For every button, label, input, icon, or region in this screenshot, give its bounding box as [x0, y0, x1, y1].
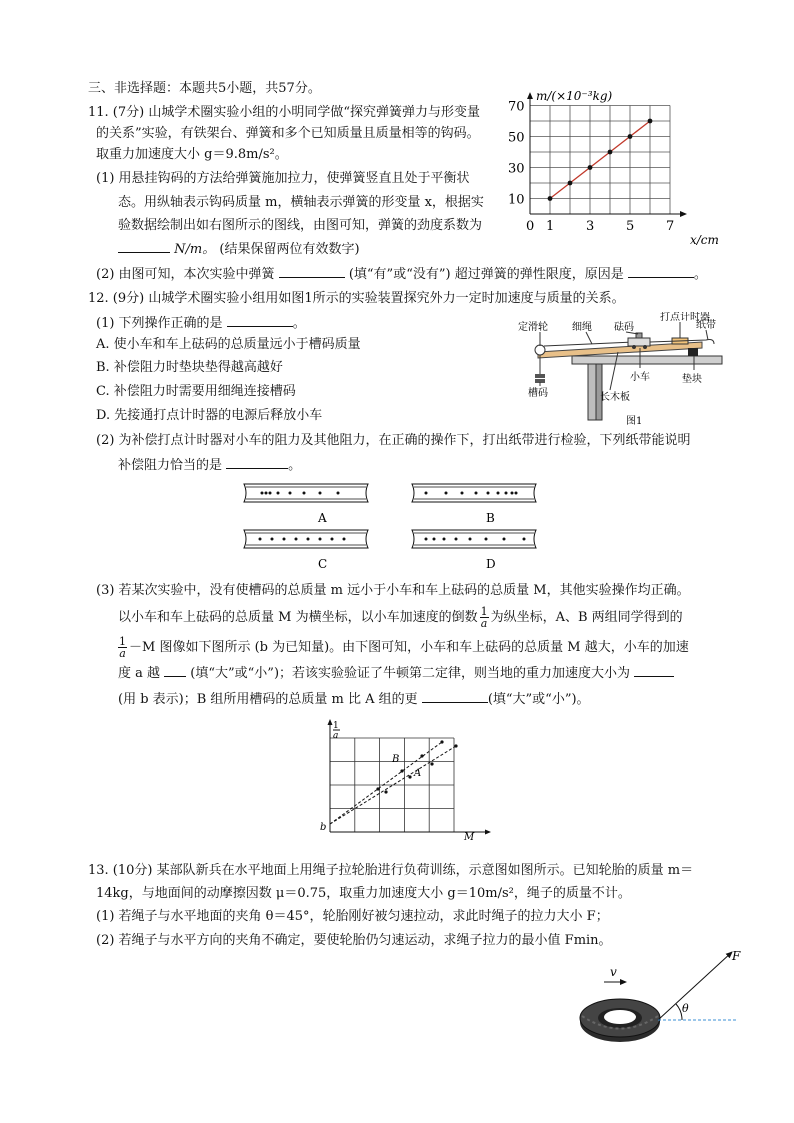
- q11-p2: [96, 265, 707, 284]
- tape-dot: [425, 538, 428, 541]
- data-point: [588, 165, 593, 170]
- answer-blank[interactable]: [227, 314, 293, 327]
- spring-chart: [500, 84, 740, 256]
- tape-dot: [283, 538, 286, 541]
- x-tick-label: 1: [546, 219, 555, 234]
- q13-p1: (1) 若绳子与水平地面的夹角 θ＝45°，轮胎刚好被匀速拉动，求此时绳子的拉力大小 F；: [96, 909, 609, 924]
- graph-origin-label: b: [320, 822, 327, 833]
- y-tick-label: 50: [508, 130, 525, 146]
- velocity-label: v: [610, 965, 617, 979]
- tape-dot: [425, 492, 428, 495]
- tire-icon: [580, 999, 660, 1042]
- series-a-point: [384, 790, 387, 793]
- x-tick-label: 5: [626, 219, 635, 234]
- q11-p1-note: (结果保留两位有效数字): [219, 242, 360, 257]
- q13-p2: (2) 若绳子与水平方向的夹角不确定，要使轮胎仍匀速运动，求绳子拉力的最小值 Fmin。: [96, 933, 612, 948]
- tape-dot: [485, 538, 488, 541]
- q12-p1-end: 。: [292, 316, 306, 331]
- fraction-1-over-a: $\frac{1}{a}$: [480, 605, 488, 630]
- series-a-point: [454, 744, 457, 747]
- tape-b-label: B: [486, 511, 495, 525]
- series-line: [550, 121, 650, 199]
- q12-p2-line2: [118, 456, 301, 475]
- data-point: [648, 119, 653, 124]
- tape-dot: [455, 538, 458, 541]
- x-tick-label: 0: [526, 219, 535, 234]
- q12-option-d: D. 先接通打点计时器的电源后释放小车: [96, 408, 323, 423]
- q12-p1: [96, 314, 306, 333]
- tape-dot: [265, 492, 268, 495]
- y-tick-label: 10: [508, 192, 525, 208]
- tape-dot: [271, 538, 274, 541]
- tape-dot: [277, 492, 280, 495]
- series-a-point: [430, 762, 433, 765]
- q13-line2: 14kg，与地面间的动摩擦因数 μ＝0.75，取重力加速度大小 g＝10m/s²，绳子的质量不计。: [96, 886, 631, 901]
- series-b-point: [376, 787, 379, 790]
- tape-dot: [289, 492, 292, 495]
- tape-dot: [295, 538, 298, 541]
- x-tick-label: 7: [666, 219, 675, 234]
- q12-p3-text-4b: (填“大”或“小”)；若该实验验证了牛顿第二定律，则当地的重力加速度大小为: [190, 666, 631, 681]
- series-b-label: B: [392, 754, 400, 765]
- label-pad: 垫块: [682, 374, 702, 385]
- tape-dot: [505, 492, 508, 495]
- series-b-point: [420, 754, 423, 757]
- q13-line1: 13. (10分) 某部队新兵在水平地面上用绳子拉轮胎进行负荷训练，示意图如图所示。已知轮胎的质量 m＝: [88, 863, 694, 878]
- paper-tapes: [240, 480, 560, 572]
- label-cart: 小车: [630, 372, 650, 383]
- q12-p3-text-4a: 度 a 越: [118, 666, 161, 681]
- tape-dot: [337, 492, 340, 495]
- graph-ylabel-den: a: [333, 731, 339, 741]
- q12-p2-line1: (2) 为补偿打点计时器对小车的阻力及其他阻力，在正确的操作下，打出纸带进行检验，下列纸带能说明: [96, 433, 691, 448]
- q12-p3-text-5a: (用 b 表示)；B 组所用槽码的总质量 m 比 A 组的更: [118, 692, 418, 707]
- series-b-point: [400, 769, 403, 772]
- tape-dot: [515, 492, 518, 495]
- data-point: [548, 196, 553, 201]
- q11-p1-line2: 态。用纵轴表示钩码质量 m，横轴表示弹簧的形变量 x，根据实: [118, 195, 484, 210]
- q11-p2-text-c: 。: [693, 267, 707, 282]
- q12-p3-line3: [116, 636, 689, 659]
- q12-p3-text-5b: (填“大”或“小”)。: [487, 692, 590, 707]
- answer-blank[interactable]: [279, 265, 345, 278]
- q12-p3-text-3: －M 图像如下图所示 (b 为已知量)。由下图可知，小车和车上砝码的总质量 M 越大，小车的加速: [129, 640, 689, 655]
- tape-dot: [497, 492, 500, 495]
- q12-option-a: A. 使小车和车上砝码的总质量远小于槽码质量: [96, 337, 361, 352]
- q11-line3: 取重力加速度大小 g＝9.8m/s²。: [96, 147, 288, 162]
- tape-dot: [331, 538, 334, 541]
- tape-d-label: D: [486, 557, 496, 571]
- data-point: [608, 150, 613, 155]
- tape-dot: [259, 538, 262, 541]
- q11-line1: 11. (7分) 山城学术圈实验小组的小明同学做“探究弹簧弹力与形变量: [88, 105, 480, 120]
- inverse-a-vs-M-graph: [318, 716, 494, 840]
- tape-dot: [503, 538, 506, 541]
- tape-dot: [475, 492, 478, 495]
- tape-dot: [523, 538, 526, 541]
- tape-dot: [269, 492, 272, 495]
- data-point: [568, 181, 573, 186]
- chart-ylabel: m/(×10⁻³kg): [536, 89, 613, 103]
- tape-dot: [461, 492, 464, 495]
- q11-p1-line4: [118, 240, 360, 259]
- q12-p2-text: 补偿阻力恰当的是: [118, 458, 223, 473]
- label-tape: 纸带: [696, 320, 716, 331]
- q12-p3-line4: [118, 664, 674, 683]
- q11-line2: 的关系”实验，有铁架台、弹簧和多个已知质量且质量相等的钩码。: [96, 126, 480, 141]
- tape-a-label: A: [318, 511, 327, 525]
- q12-p3-text-2b: 为纵坐标，A、B 两组同学得到的: [490, 610, 683, 625]
- label-weight: 砝码: [614, 322, 634, 333]
- graph-ylabel-num: 1: [333, 721, 339, 731]
- tape-dot: [443, 538, 446, 541]
- tape-dot: [445, 492, 448, 495]
- x-tick-label: 3: [586, 219, 595, 234]
- chart-series: [548, 119, 653, 201]
- label-pulley: 定滑轮: [518, 322, 548, 333]
- tape-dot: [511, 492, 514, 495]
- answer-blank[interactable]: [422, 690, 488, 703]
- data-point: [628, 134, 633, 139]
- tape-dot: [433, 538, 436, 541]
- series-a-label: A: [414, 768, 422, 779]
- answer-blank[interactable]: [164, 664, 186, 677]
- tape-dot: [487, 492, 490, 495]
- series-a-point: [408, 775, 411, 778]
- answer-blank[interactable]: [118, 240, 170, 253]
- figure-1-apparatus: [510, 312, 730, 428]
- q11-p2-text-b: (填“有”或“没有”) 超过弹簧的弹性限度，原因是: [348, 267, 624, 282]
- q11-p2-text-a: (2) 由图可知，本次实验中弹簧: [96, 267, 275, 282]
- q11-p1-line1: (1) 用悬挂钩码的方法给弹簧施加拉力，使弹簧竖直且处于平衡状: [96, 171, 470, 186]
- label-board: 长木板: [600, 392, 630, 403]
- label-string: 细绳: [572, 322, 592, 333]
- label-timer: 打点计时器: [660, 312, 710, 323]
- section-header: 三、非选择题：本题共5小题，共57分。: [88, 81, 321, 96]
- tape-dot: [343, 538, 346, 541]
- tire-figure: [570, 946, 746, 1050]
- force-label: F: [732, 949, 741, 963]
- q12-p3-line1: (3) 若某次实验中，没有使槽码的总质量 m 远小于小车和车上砝码的总质量 M，其他实验操作均正确。: [96, 583, 690, 598]
- tape-dot: [261, 492, 264, 495]
- tape-dot: [319, 492, 322, 495]
- graph-xlabel: M: [464, 832, 475, 840]
- q11-p1-line3: 验数据绘制出如右图所示的图线，由图可知，弹簧的劲度系数为: [118, 218, 483, 233]
- q12-p2-end: 。: [288, 458, 302, 473]
- q12-p3-line5: [118, 690, 590, 709]
- q12-p3-text-2a: 以小车和车上砝码的总质量 M 为横坐标，以小车加速度的倒数: [118, 610, 478, 625]
- chart-xlabel: x/cm: [690, 233, 719, 247]
- q11-p1-unit: N/m。: [174, 242, 216, 257]
- fraction-1-over-a: $\frac{1}{a}$: [119, 635, 126, 660]
- tape-dot: [319, 538, 322, 541]
- answer-blank[interactable]: [628, 265, 694, 278]
- answer-blank[interactable]: [634, 664, 674, 677]
- tape-dot: [303, 492, 306, 495]
- y-tick-label: 70: [508, 99, 525, 115]
- series-b-point: [440, 740, 443, 743]
- figure-1-caption: 图1: [626, 416, 643, 427]
- q12-line1: 12. (9分) 山城学术圈实验小组用如图1所示的实验装置探究外力一定时加速度与质量的关系。: [88, 291, 625, 306]
- angle-label: θ: [682, 1002, 689, 1015]
- q12-option-b: B. 补偿阻力时垫块垫得越高越好: [96, 360, 283, 375]
- q12-p1-text: (1) 下列操作正确的是: [96, 316, 223, 331]
- label-hook-weights: 槽码: [528, 388, 548, 399]
- q12-p3-line2: [118, 606, 683, 629]
- y-tick-label: 30: [508, 161, 525, 177]
- tape-c-label: C: [318, 557, 328, 571]
- tape-dot: [307, 538, 310, 541]
- q12-option-c: C. 补偿阻力时需要用细绳连接槽码: [96, 384, 296, 399]
- tape-dot: [469, 538, 472, 541]
- answer-blank[interactable]: [226, 456, 288, 469]
- series-b-line: [330, 742, 442, 824]
